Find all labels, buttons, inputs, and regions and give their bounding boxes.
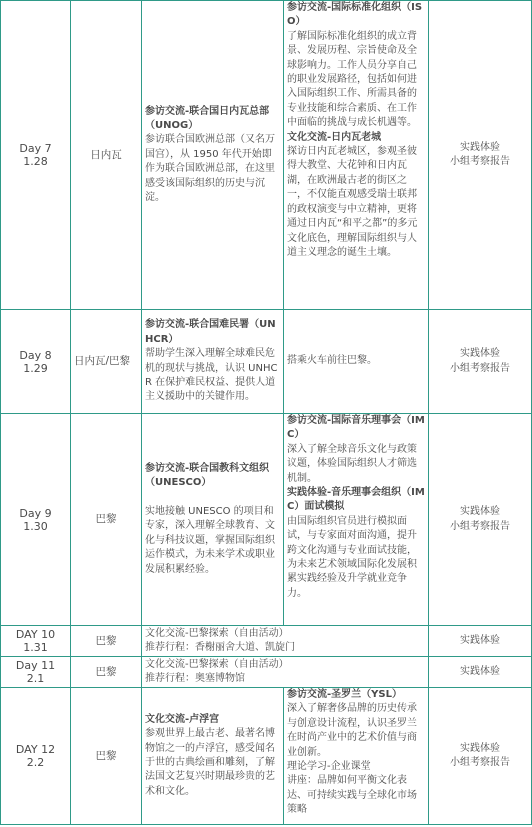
city-cell: 巴黎 bbox=[71, 688, 142, 825]
day-cell: DAY 12 2.2 bbox=[1, 688, 71, 825]
activity-desc: 了解国际标准化组织的成立背景、发展历程、宗旨使命及全球影响力。工作人员分享自己的职业发展路径，包括如何进入国际组织工作、所需具备的专业技能和综合素质、在工作中面临的挑战与成长机遇等。 bbox=[287, 30, 417, 129]
activity-desc: 实地接触 UNESCO 的项目和专家，深入理解全球教育、文化与科技议题，掌握国际组织运作模式，为未来学术或职业发展积累经验。 bbox=[145, 505, 275, 575]
morning-cell bbox=[142, 1, 284, 310]
table-row bbox=[1, 414, 532, 626]
day-cell: DAY 10 1.31 bbox=[1, 626, 71, 657]
activity-desc: 讲座：品牌如何平衡文化表达、可持续实践与全球化市场策略 bbox=[287, 775, 417, 816]
activity-desc: 探访日内瓦老城区，参观圣彼得大教堂、大花钟和日内瓦湖，在欧洲最古老的街区之一，不仅能直观感受瑞士联邦的政权演变与中立精神，更将通过日内瓦“和平之都”的多元文化底色，理解国际组织与人道主义理念的诞生土壤。 bbox=[287, 146, 418, 258]
activity-desc: 帮助学生深入理解全球难民危机的现状与挑战，认识 UNHCR 在保护难民权益、提供人道主义援助中的关键作用。 bbox=[145, 348, 278, 403]
city-cell: 巴黎 bbox=[71, 626, 142, 657]
activity-title: 参访交流-圣罗兰（YSL） bbox=[287, 689, 402, 700]
day-cell: Day 9 1.30 bbox=[1, 414, 71, 626]
table-row bbox=[1, 1, 532, 310]
afternoon-cell bbox=[284, 1, 429, 310]
afternoon-cell bbox=[284, 414, 429, 626]
activity-title: 参访交流-国际音乐理事会（IMC） bbox=[287, 415, 425, 441]
activity-desc: 搭乘火车前往巴黎。 bbox=[287, 355, 377, 367]
table-row bbox=[1, 688, 532, 825]
activity-title: 参访交流-联合国教科文组织（UNESCO） bbox=[145, 463, 270, 489]
city-cell: 日内瓦/巴黎 bbox=[71, 310, 142, 414]
report-cell: 实践体验 小组考察报告 bbox=[429, 688, 532, 825]
activity-title: 文化交流-卢浮宫 bbox=[145, 713, 220, 725]
morning-cell bbox=[142, 414, 284, 626]
report-cell: 实践体验 小组考察报告 bbox=[429, 310, 532, 414]
day-cell: Day 7 1.28 bbox=[1, 1, 71, 310]
activity-desc: 由国际组织官员进行模拟面试，与专家面对面沟通，提升跨文化沟通与专业面试技能，为未来艺术领域国际化发展积累实践经验及升学就业竞争力。 bbox=[287, 515, 417, 599]
city-cell: 日内瓦 bbox=[71, 1, 142, 310]
activity-desc: 深入了解奢侈品牌的历史传承与创意设计流程，认识圣罗兰在时尚产业中的艺术价值与商业创新。 bbox=[287, 703, 417, 758]
activity-desc: 理论学习-企业课堂 bbox=[287, 761, 371, 773]
activity-desc: 参观世界上最古老、最著名博物馆之一的卢浮宫，感受闻名于世的古典绘画和雕刻，了解法国文艺复兴时期最珍贵的艺术和文化。 bbox=[145, 728, 275, 797]
table-row bbox=[1, 657, 532, 688]
report-cell: 实践体验 bbox=[429, 626, 532, 657]
morning-cell bbox=[142, 310, 284, 414]
afternoon-cell bbox=[284, 310, 429, 414]
table-row bbox=[1, 626, 532, 657]
afternoon-cell bbox=[284, 688, 429, 825]
report-cell: 实践体验 bbox=[429, 657, 532, 688]
activity-cell: 文化交流-巴黎探索（自由活动） 推荐行程：奥塞博物馆 bbox=[142, 657, 429, 688]
day-cell: Day 11 2.1 bbox=[1, 657, 71, 688]
activity-desc: 参访联合国欧洲总部（又名万国宫），从 1950 年代开始即作为联合国欧洲总部，在这里感受该国际组织的历史与沉淀。 bbox=[145, 134, 275, 204]
activity-title: 实践体验-音乐理事会组织（IMC）面试模拟 bbox=[287, 487, 425, 513]
city-cell: 巴黎 bbox=[71, 657, 142, 688]
activity-title: 参访交流-联合国日内瓦总部（UNOG） bbox=[145, 105, 270, 131]
activity-title: 参访交流-国际标准化组织（ISO） bbox=[287, 2, 423, 28]
city-cell: 巴黎 bbox=[71, 414, 142, 626]
report-cell: 实践体验 小组考察报告 bbox=[429, 1, 532, 310]
table-row bbox=[1, 310, 532, 414]
report-cell: 实践体验 小组考察报告 bbox=[429, 414, 532, 626]
activity-title: 文化交流-日内瓦老城 bbox=[287, 131, 382, 143]
activity-title: 参访交流-联合国难民署（UNHCR） bbox=[145, 319, 276, 345]
activity-cell: 文化交流-巴黎探索（自由活动） 推荐行程：香榭丽舍大道、凯旋门 bbox=[142, 626, 429, 657]
activity-desc: 深入了解全球音乐文化与政策议题，体验国际组织人才筛选机制。 bbox=[287, 443, 417, 484]
day-cell: Day 8 1.29 bbox=[1, 310, 71, 414]
morning-cell bbox=[142, 688, 284, 825]
